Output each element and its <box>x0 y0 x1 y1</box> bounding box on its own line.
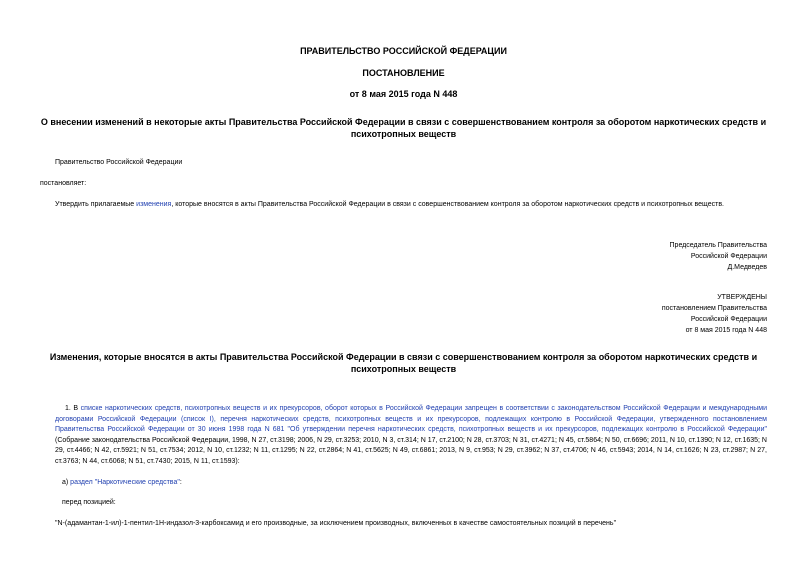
item-1-sources: (Собрание законодательства Российской Федерации, 1998, N 27, ст.3198; 2006, N 29, ст.3253; 2010, N 3, ст.314; N 17, ст.2100; N 28, ст.3703; N 31, ст.4271; N 45, ст.5864; N 50, ст.6696; 2011, N 10, ст.1390; N 12, ст.1635; N 29, ст.4466; N 42, ст.5921; N 51, ст.7534; 2012, N 10, ст.1232; N 11, ст.1295; N 22, ст.2864; N 41, ст.5625; N 49, ст.6861; 2013, N 9, ст.953; N 29, ст.3962; N 37, ст.4706; N 46, ст.5943; 2014, N 14, ст.1626; N 23, ст.2987; N 27, ст.3763; N 44, ст.6068; N 51, ст.7430; 2015, N 11, ст.1593): <box>55 436 767 465</box>
approve-text-post: , которые вносятся в акты Правительства Российской Федерации в связи с совершенствованием контроля за оборотом наркотических средств и психотропных веществ. <box>171 201 724 208</box>
before-position-text: перед позицией: <box>62 499 116 506</box>
changes-link[interactable]: изменения <box>136 201 172 208</box>
list-i-link[interactable]: списке наркотических средств, психотропных веществ и их прекурсоров, оборот которых в Российской Федерации запрещен в соответствии с законодательством Российской Федерации и международными договорами Российской Федерации (список I), перечня наркотических средств, психотропных веществ и их прекурсоров, подлежащих контролю в Российской Федерации, утвержденного постановлением Правительства Российской Федерации от 30 июня 1998 года N 681 "Об утверждении перечня наркотических средств, психотропных веществ и их прекурсоров, подлежащих контролю в Российской Федерации" <box>55 405 767 433</box>
approve-text-pre: Утвердить прилагаемые <box>55 201 137 208</box>
government-header: ПРАВИТЕЛЬСТВО РОССИЙСКОЙ ФЕДЕРАЦИИ <box>300 46 507 56</box>
signature-name: Д.Медведев <box>727 264 767 271</box>
signature-country: Российской Федерации <box>690 253 767 260</box>
approve-paragraph <box>55 199 724 210</box>
document-title-line2: психотропных веществ <box>350 129 457 139</box>
document-type: ПОСТАНОВЛЕНИЕ <box>362 68 445 78</box>
narcotics-section-link[interactable]: раздел "Наркотические средства" <box>70 479 180 486</box>
item-1-number: 1. В <box>65 405 81 412</box>
changes-title-line1: Изменения, которые вносятся в акты Правительства Российской Федерации в связи с совершенствованием контроля за оборотом наркотических средств и <box>49 352 758 362</box>
sub-item-a <box>62 477 182 488</box>
sub-item-a-letter: а) <box>62 479 71 486</box>
government-text: Правительство Российской Федерации <box>55 159 183 166</box>
changes-title-line2: психотропных веществ <box>350 364 457 374</box>
document-title-line1: О внесении изменений в некоторые акты Правительства Российской Федерации в связи с совершенствованием контроля за оборотом наркотических средств и <box>40 117 767 127</box>
item-1-paragraph <box>55 404 767 467</box>
approved-by: постановлением Правительства <box>661 305 767 312</box>
approved-country: Российской Федерации <box>690 316 767 323</box>
sub-item-a-colon: : <box>179 479 182 486</box>
document-date-number: от 8 мая 2015 года N 448 <box>349 89 458 99</box>
position-quote: "N-(адамантан-1-ил)-1-пентил-1Н-индазол-3-карбоксамид и его производные, за исключением производных, включенных в качестве самостоятельных позиций в перечень" <box>55 520 617 527</box>
decrees-text: постановляет: <box>40 180 87 187</box>
approved-label: УТВЕРЖДЕНЫ <box>717 294 767 301</box>
approved-date: от 8 мая 2015 года N 448 <box>685 327 767 334</box>
signature-position: Председатель Правительства <box>669 242 767 249</box>
